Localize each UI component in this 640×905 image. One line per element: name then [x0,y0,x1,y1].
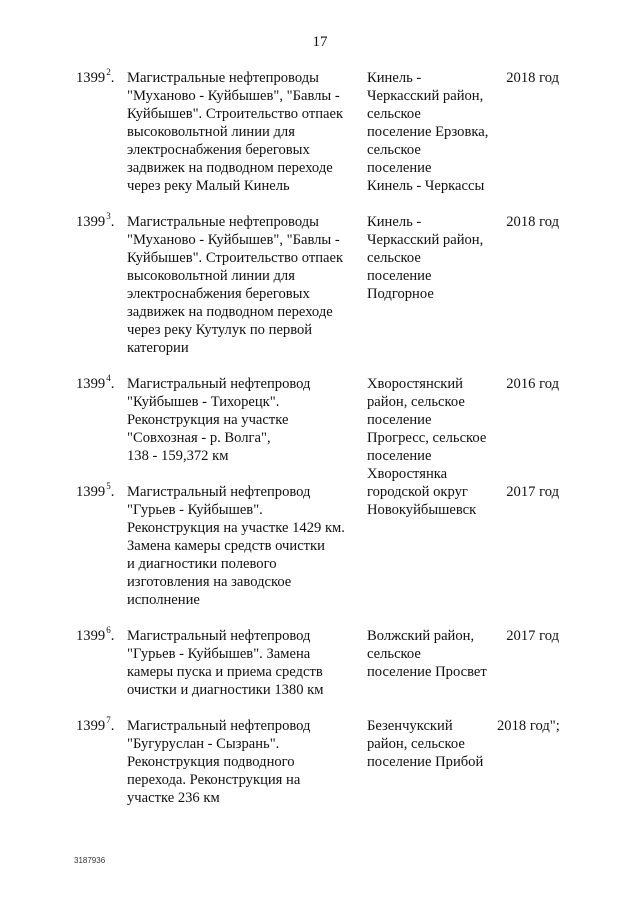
item-description: Магистральный нефтепровод "Бугуруслан - Сызрань". Реконструкция подводного перехода. Реконструкция на участке 236 км [127,718,311,806]
page-number: 17 [312,34,328,50]
item-description: Магистральный нефтепровод "Куйбышев - Тихорецк". Реконструкция на участке "Совхозная - р. Волга", 138 - 159,372 км [127,376,311,464]
item-number: 1399$^5$. [76,481,115,500]
item-location: Безенчукский район, сельское поселение Прибой [367,718,484,770]
list-item [0,483,640,609]
item-location: городской округ Новокуйбышевск [367,484,477,518]
list-item [0,627,640,699]
item-year: 2018 год [506,70,559,86]
item-year: 2016 год [506,376,559,392]
list-item [0,213,640,357]
list-item [0,717,640,807]
item-description: Магистральные нефтепроводы "Муханово - Куйбышев", "Бавлы - Куйбышев". Строительство отпаек высоковольтной линии для электроснабжения береговых задвижек на подводном переходе через реку Кутулук по первой категории [127,214,344,356]
item-location: Волжский район, сельское поселение Просвет [367,628,487,680]
item-description: Магистральный нефтепровод "Гурьев - Куйбышев". Реконструкция на участке 1429 км. Замена камеры средств очистки и диагностики полевого изготовления на заводское исполнение [127,484,345,608]
item-location: Кинель - Черкасский район, сельское поселение Ерзовка, сельское поселение Кинель - Черкассы [367,70,489,194]
item-location: Хворостянский район, сельское поселение Прогресс, сельское поселение Хворостянка [367,376,487,482]
item-description: Магистральные нефтепроводы "Муханово - Куйбышев", "Бавлы - Куйбышев". Строительство отпаек высоковольтной линии для электроснабжения береговых задвижек на подводном переходе через реку Малый Кинель [127,70,344,194]
item-year: 2018 год"; [497,718,560,734]
item-year: 2017 год [506,484,559,500]
item-description: Магистральный нефтепровод "Гурьев - Куйбышев". Замена камеры пуска и приема средств очистки и диагностики 1380 км [127,628,324,698]
entry-list [0,69,640,807]
document-code: 3187936 [74,856,106,865]
list-item [0,69,640,195]
item-number: 1399$^2$. [76,67,115,86]
item-location: Кинель - Черкасский район, сельское поселение Подгорное [367,214,484,302]
item-year: 2017 год [506,628,559,644]
item-year: 2018 год [506,214,559,230]
item-number: 1399$^6$. [76,625,115,644]
item-number: 1399$^3$. [76,211,115,230]
item-number: 1399$^4$. [76,373,115,392]
item-number: 1399$^7$. [76,715,115,734]
list-item [0,373,640,482]
